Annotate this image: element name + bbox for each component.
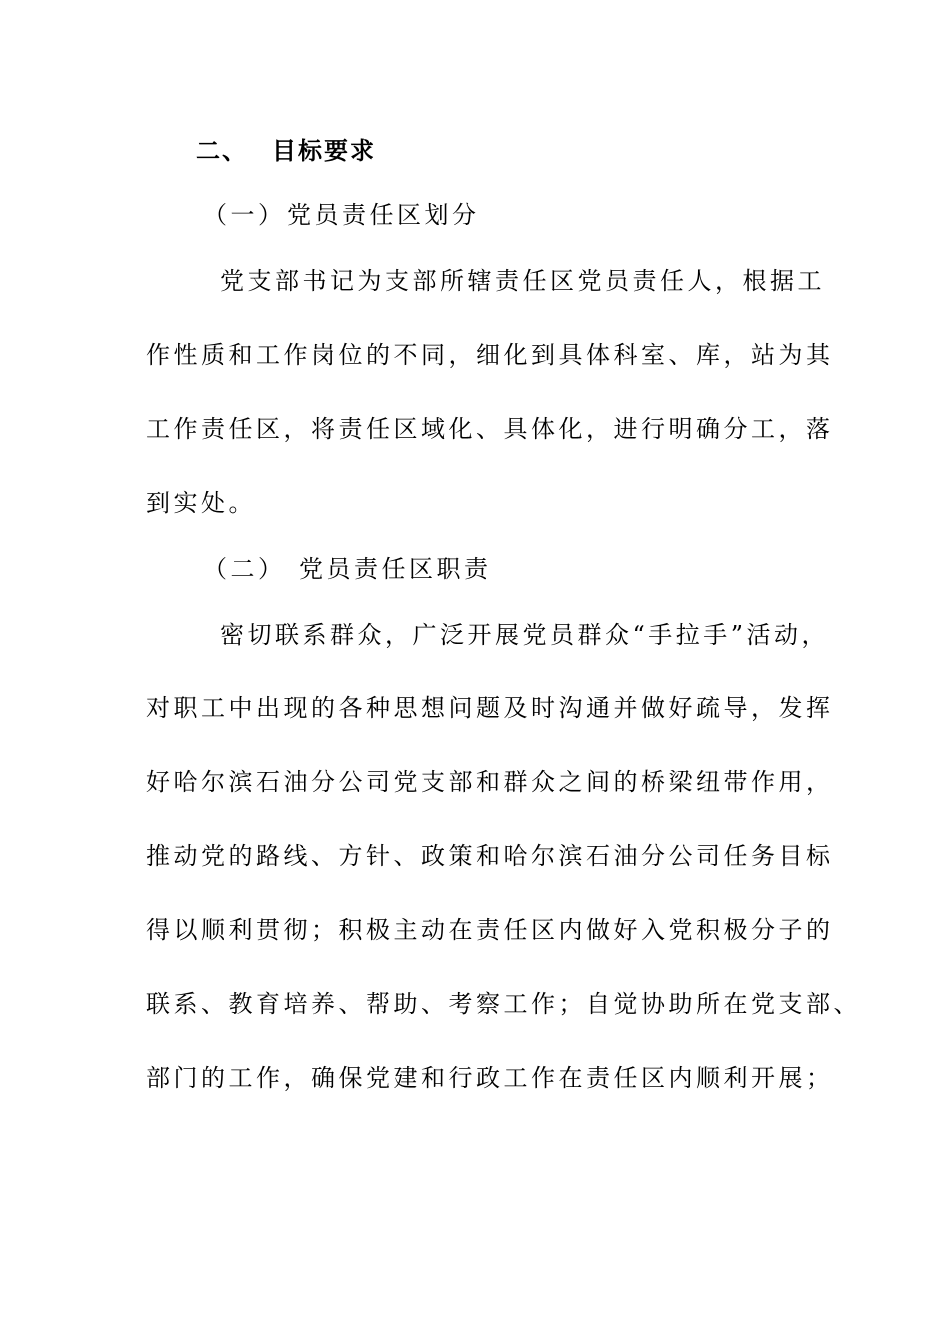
paragraph-1-line-2: 作性质和工作岗位的不同，细化到具体科室、库，站为其	[146, 341, 834, 369]
paragraph-1-line-1: 党支部书记为支部所辖责任区党员责任人，根据工	[220, 267, 825, 295]
subsection-heading-2	[203, 553, 492, 585]
paragraph-2-line-3: 好哈尔滨石油分公司党支部和群众之间的桥梁纽带作用，	[146, 768, 834, 796]
paragraph-1-line-4: 到实处。	[146, 489, 256, 517]
paragraph-2-line-7: 部门的工作，确保党建和行政工作在责任区内顺利开展；	[146, 1064, 834, 1092]
section-title: 目标要求	[272, 137, 376, 165]
paragraph-2-line-5: 得以顺利贯彻；积极主动在责任区内做好入党积极分子的	[146, 916, 834, 944]
subsection-heading-1	[203, 199, 480, 231]
subsection-number-2: （二）	[203, 555, 286, 583]
section-number: 二、	[196, 137, 248, 165]
paragraph-2-line-4: 推动党的路线、方针、政策和哈尔滨石油分公司任务目标	[146, 842, 834, 870]
section-heading	[196, 135, 376, 167]
subsection-number-1: （一）	[203, 201, 286, 229]
paragraph-2-line-1: 密切联系群众，广泛开展党员群众“手拉手”活动，	[220, 621, 830, 649]
subsection-title-1: 党员责任区划分	[287, 201, 480, 229]
paragraph-1-line-3: 工作责任区，将责任区域化、具体化，进行明确分工，落	[146, 415, 834, 443]
paragraph-2-line-2: 对职工中出现的各种思想问题及时沟通并做好疏导，发挥	[146, 694, 834, 722]
subsection-title-2: 党员责任区职责	[299, 555, 492, 583]
paragraph-2-line-6: 联系、教育培养、帮助、考察工作；自觉协助所在党支部、	[146, 990, 861, 1018]
